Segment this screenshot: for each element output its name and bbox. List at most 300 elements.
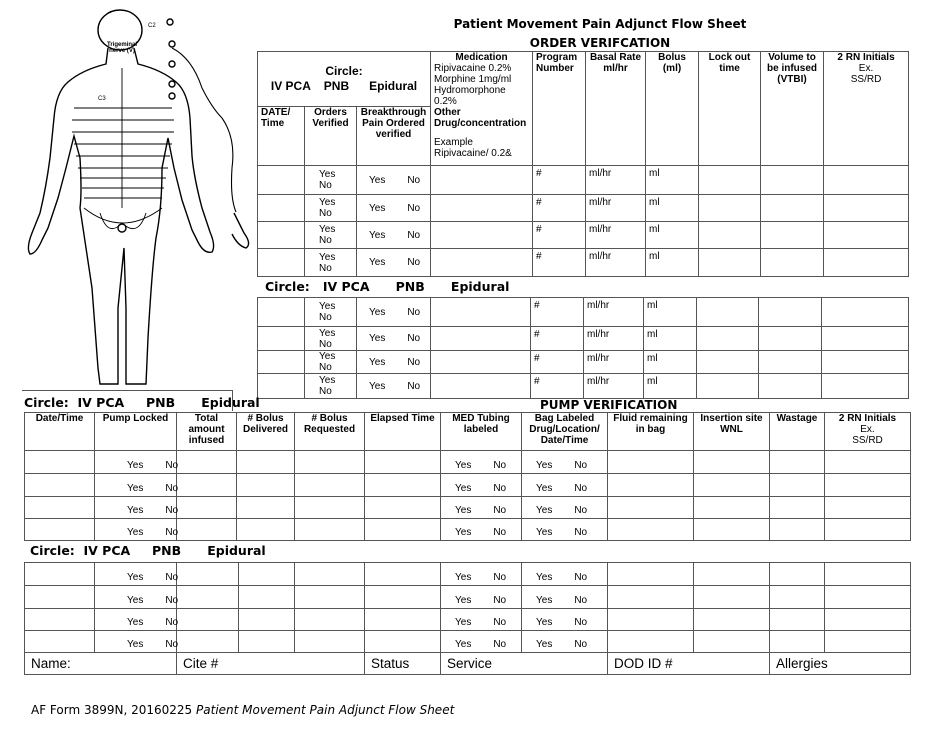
insertion-site-cell[interactable] (694, 519, 770, 541)
basal-rate-cell-label: ml/hr (587, 376, 610, 387)
yes-option[interactable]: Yes (369, 333, 386, 344)
yes-option[interactable]: Yes (536, 617, 553, 628)
no-option[interactable]: No (319, 208, 332, 219)
yes-option[interactable]: Yes (369, 202, 386, 214)
bolus-delivered-cell[interactable] (239, 609, 295, 631)
pump-verification-table-2 (24, 562, 911, 675)
rn-initials-header (824, 52, 909, 166)
bolus-delivered-cell[interactable] (239, 631, 295, 653)
yes-option[interactable]: Yes (127, 527, 144, 538)
total-amount-cell[interactable] (177, 586, 239, 609)
no-option[interactable]: No (574, 460, 588, 471)
orders-verified-cell[interactable] (305, 195, 357, 222)
pump-row (25, 474, 911, 497)
no-option[interactable]: No (493, 505, 507, 516)
orders-verified-cell[interactable] (305, 298, 357, 327)
bolus-delivered-cell[interactable] (237, 451, 295, 474)
bag-labeled-cell[interactable] (522, 497, 608, 519)
insertion-site-cell[interactable] (694, 474, 770, 497)
total-amount-cell[interactable] (177, 631, 239, 653)
no-option[interactable]: No (493, 483, 507, 494)
fluid-remaining-cell[interactable] (608, 586, 694, 609)
no-option[interactable]: No (319, 180, 332, 191)
medication-cell[interactable] (431, 351, 531, 374)
basal-rate-cell[interactable] (584, 351, 644, 374)
yes-option[interactable]: Yes (455, 595, 472, 606)
no-option[interactable]: No (574, 639, 588, 650)
pump-date-time-cell[interactable] (25, 497, 95, 519)
pump-row (25, 563, 911, 586)
bolus-cell[interactable] (646, 249, 699, 277)
bolus-cell-label: ml (647, 329, 658, 340)
no-option[interactable]: No (574, 505, 588, 516)
breakthrough-cell[interactable] (357, 298, 431, 327)
pump-rn-initials-cell[interactable] (825, 497, 911, 519)
breakthrough-cell[interactable] (357, 195, 431, 222)
status-field[interactable]: Status (365, 653, 441, 675)
form-title: Patient Movement Pain Adjunct Flow Sheet (453, 17, 747, 31)
program-number-cell-label: # (534, 300, 540, 311)
lockout-cell[interactable] (699, 249, 761, 277)
no-option[interactable]: No (165, 460, 179, 471)
yes-option[interactable]: Yes (319, 351, 336, 362)
medication-cell[interactable] (431, 298, 531, 327)
order-circle-cell (258, 52, 431, 107)
cite-field[interactable]: Cite # (177, 653, 365, 675)
basal-rate-cell-label: ml/hr (587, 329, 610, 340)
lockout-cell[interactable] (697, 298, 759, 327)
no-option[interactable]: No (165, 639, 179, 650)
program-number-cell-label: # (534, 329, 540, 340)
insertion-site-cell[interactable] (694, 497, 770, 519)
basal-rate-cell[interactable] (584, 327, 644, 351)
rn-initials-example: Ex. SS/RD (850, 63, 882, 85)
bolus-delivered-cell[interactable] (237, 497, 295, 519)
med-tubing-cell[interactable] (441, 563, 522, 586)
lockout-cell[interactable] (697, 351, 759, 374)
pump-rn-initials-cell[interactable] (825, 451, 911, 474)
program-number-cell[interactable] (533, 249, 586, 277)
program-number-cell[interactable] (531, 298, 584, 327)
yes-option[interactable]: Yes (455, 572, 472, 583)
pump-date-time-cell[interactable] (25, 451, 95, 474)
breakthrough-cell[interactable] (357, 222, 431, 249)
bag-labeled-cell[interactable] (522, 586, 608, 609)
pump-locked-cell[interactable] (95, 631, 177, 653)
fluid-remaining-cell[interactable] (608, 474, 694, 497)
program-number-cell-label: # (536, 197, 542, 208)
elapsed-time-cell[interactable] (365, 519, 441, 541)
dermatome-body-figure (22, 8, 254, 390)
bolus-requested-cell[interactable] (295, 451, 365, 474)
volume-cell[interactable] (759, 327, 822, 351)
lockout-cell[interactable] (699, 166, 761, 195)
no-option[interactable]: No (574, 483, 588, 494)
yes-option[interactable]: Yes (369, 174, 386, 186)
pump-locked-cell[interactable] (95, 474, 177, 497)
bolus-cell[interactable] (646, 166, 699, 195)
yes-option[interactable]: Yes (319, 169, 336, 180)
yes-option[interactable]: Yes (127, 595, 144, 606)
fluid-remaining-cell[interactable] (608, 497, 694, 519)
no-option[interactable]: No (407, 229, 421, 241)
yes-option[interactable]: Yes (536, 639, 553, 650)
bolus-requested-cell[interactable] (295, 497, 365, 519)
basal-rate-cell[interactable] (586, 195, 646, 222)
elapsed-time-cell[interactable] (365, 474, 441, 497)
bolus-cell[interactable] (644, 374, 697, 399)
no-option[interactable]: No (165, 527, 179, 538)
c2-label: C2 (148, 23, 156, 29)
basal-rate-cell-label: ml/hr (589, 168, 612, 179)
bolus-cell[interactable] (644, 327, 697, 351)
total-amount-cell[interactable] (177, 609, 239, 631)
pump-rn-initials-cell[interactable] (825, 631, 911, 653)
no-option[interactable]: No (165, 617, 179, 628)
date-time-cell[interactable] (258, 222, 305, 249)
total-amount-header: Total amount infused (177, 413, 237, 451)
bolus-cell[interactable] (644, 298, 697, 327)
breakthrough-cell[interactable] (357, 351, 431, 374)
wastage-cell[interactable] (770, 609, 825, 631)
med-tubing-cell[interactable] (441, 497, 522, 519)
elapsed-time-cell[interactable] (365, 563, 441, 586)
pump-date-time-cell[interactable] (25, 563, 95, 586)
yes-option[interactable]: Yes (455, 460, 472, 471)
elapsed-time-cell[interactable] (365, 609, 441, 631)
rn-initials-cell[interactable] (822, 374, 909, 399)
basal-rate-cell-label: ml/hr (587, 353, 610, 364)
no-option[interactable]: No (493, 595, 507, 606)
insertion-site-cell[interactable] (694, 609, 770, 631)
dermatome-bands (72, 108, 174, 198)
lockout-cell[interactable] (697, 374, 759, 399)
no-option[interactable]: No (407, 380, 421, 392)
yes-option[interactable]: Yes (127, 639, 144, 650)
date-time-cell[interactable] (258, 327, 305, 351)
rn-initials-cell[interactable] (822, 327, 909, 351)
no-option[interactable]: No (407, 174, 421, 186)
yes-option[interactable]: Yes (455, 483, 472, 494)
bolus-cell[interactable] (646, 195, 699, 222)
basal-rate-cell[interactable] (584, 298, 644, 327)
date-time-cell[interactable] (258, 166, 305, 195)
dod-id-field[interactable]: DOD ID # (608, 653, 770, 675)
no-option[interactable]: No (407, 202, 421, 214)
no-option[interactable]: No (407, 306, 421, 318)
lockout-cell[interactable] (697, 327, 759, 351)
pump-locked-cell[interactable] (95, 563, 177, 586)
yes-option[interactable]: Yes (536, 505, 553, 516)
no-option[interactable]: No (165, 572, 179, 583)
rn-initials-cell[interactable] (822, 298, 909, 327)
pump-date-time-cell[interactable] (25, 609, 95, 631)
breakthrough-header: Breakthrough Pain Ordered verified (357, 107, 431, 166)
no-option[interactable]: No (407, 356, 421, 368)
order-row (258, 222, 909, 249)
pump-date-time-cell[interactable] (25, 586, 95, 609)
fluid-remaining-cell[interactable] (608, 519, 694, 541)
date-time-cell[interactable] (258, 374, 305, 399)
program-number-cell[interactable] (533, 222, 586, 249)
pump-date-time-cell[interactable] (25, 474, 95, 497)
basal-rate-cell[interactable] (586, 166, 646, 195)
yes-option[interactable]: Yes (319, 251, 336, 263)
total-amount-cell[interactable] (177, 563, 239, 586)
program-number-cell[interactable] (531, 327, 584, 351)
bolus-cell-label: ml (649, 197, 660, 208)
wastage-cell[interactable] (770, 451, 825, 474)
patient-name-field[interactable]: Name: (25, 653, 177, 675)
pump-row (25, 586, 911, 609)
wastage-cell[interactable] (770, 497, 825, 519)
yes-option[interactable]: Yes (319, 224, 336, 235)
rn-initials-cell[interactable] (824, 222, 909, 249)
yes-option[interactable]: Yes (319, 375, 336, 386)
yes-option[interactable]: Yes (319, 301, 336, 312)
no-option[interactable]: No (407, 257, 421, 268)
date-time-cell[interactable] (258, 351, 305, 374)
volume-cell[interactable] (759, 351, 822, 374)
bolus-requested-cell[interactable] (295, 563, 365, 586)
no-option[interactable]: No (165, 505, 179, 516)
bolus-cell[interactable] (646, 222, 699, 249)
pump-rn-initials-cell[interactable] (825, 586, 911, 609)
bag-labeled-cell[interactable] (522, 519, 608, 541)
form-footer-title: Patient Movement Pain Adjunct Flow Sheet (196, 703, 455, 717)
yes-option[interactable]: Yes (369, 356, 386, 368)
med-tubing-cell[interactable] (441, 586, 522, 609)
yes-option[interactable]: Yes (455, 505, 472, 516)
program-number-cell[interactable] (533, 166, 586, 195)
pump-locked-header: Pump Locked (95, 413, 177, 451)
rn-initials-cell[interactable] (824, 166, 909, 195)
bolus-requested-cell[interactable] (295, 474, 365, 497)
orders-verified-cell[interactable] (305, 327, 357, 351)
pump-date-time-header: Date/Time (25, 413, 95, 451)
total-amount-cell[interactable] (177, 451, 237, 474)
fluid-remaining-cell[interactable] (608, 451, 694, 474)
program-number-cell[interactable] (531, 351, 584, 374)
fluid-remaining-cell[interactable] (608, 563, 694, 586)
no-option[interactable]: No (407, 333, 421, 344)
wastage-cell[interactable] (770, 631, 825, 653)
med-tubing-cell[interactable] (441, 451, 522, 474)
volume-cell[interactable] (759, 298, 822, 327)
yes-option[interactable]: Yes (536, 483, 553, 494)
bolus-delivered-cell[interactable] (237, 474, 295, 497)
wastage-cell[interactable] (770, 474, 825, 497)
date-time-cell[interactable] (258, 298, 305, 327)
no-option[interactable]: No (165, 483, 179, 494)
pump-locked-cell[interactable] (95, 586, 177, 609)
bolus-requested-cell[interactable] (295, 586, 365, 609)
pump-rn-initials-cell[interactable] (825, 474, 911, 497)
pump-rn-initials-cell[interactable] (825, 563, 911, 586)
no-option[interactable]: No (493, 639, 507, 650)
bag-labeled-cell[interactable] (522, 563, 608, 586)
volume-cell[interactable] (761, 166, 824, 195)
pump-date-time-cell[interactable] (25, 519, 95, 541)
total-amount-cell[interactable] (177, 474, 237, 497)
volume-cell[interactable] (761, 249, 824, 277)
insertion-site-cell[interactable] (694, 563, 770, 586)
elapsed-time-header: Elapsed Time (365, 413, 441, 451)
pump-locked-cell[interactable] (95, 609, 177, 631)
med-tubing-cell[interactable] (441, 519, 522, 541)
yes-option[interactable]: Yes (319, 197, 336, 208)
pump-locked-cell[interactable] (95, 519, 177, 541)
yes-option[interactable]: Yes (127, 460, 144, 471)
elapsed-time-cell[interactable] (365, 451, 441, 474)
yes-option[interactable]: Yes (455, 639, 472, 650)
fluid-remaining-cell[interactable] (608, 609, 694, 631)
bolus-delivered-cell[interactable] (239, 586, 295, 609)
yes-option[interactable]: Yes (369, 229, 386, 241)
wastage-cell[interactable] (770, 563, 825, 586)
medication-cell[interactable] (431, 249, 533, 277)
pump-locked-cell[interactable] (95, 451, 177, 474)
bag-labeled-cell[interactable] (522, 451, 608, 474)
allergies-field[interactable]: Allergies (770, 653, 911, 675)
orders-verified-cell[interactable] (305, 351, 357, 374)
yes-option[interactable]: Yes (455, 617, 472, 628)
lockout-cell[interactable] (699, 222, 761, 249)
medication-cell[interactable] (431, 374, 531, 399)
insertion-site-cell[interactable] (694, 451, 770, 474)
bag-labeled-cell[interactable] (522, 474, 608, 497)
yes-option[interactable]: Yes (127, 483, 144, 494)
bolus-requested-cell[interactable] (295, 631, 365, 653)
basal-rate-cell-label: ml/hr (587, 300, 610, 311)
medication-cell[interactable] (431, 222, 533, 249)
volume-cell[interactable] (761, 195, 824, 222)
bolus-delivered-cell[interactable] (239, 563, 295, 586)
yes-option[interactable]: Yes (536, 460, 553, 471)
med-tubing-cell[interactable] (441, 474, 522, 497)
no-option[interactable]: No (319, 362, 332, 373)
bolus-delivered-cell[interactable] (237, 519, 295, 541)
yes-option[interactable]: Yes (455, 527, 472, 538)
yes-option[interactable]: Yes (127, 505, 144, 516)
yes-option[interactable]: Yes (536, 595, 553, 606)
pump-locked-cell[interactable] (95, 497, 177, 519)
orders-verified-cell[interactable] (305, 374, 357, 399)
rn-initials-label: 2 RN Initials (837, 52, 895, 63)
no-option[interactable]: No (574, 595, 588, 606)
elapsed-time-cell[interactable] (365, 497, 441, 519)
yes-option[interactable]: Yes (369, 306, 386, 318)
no-option[interactable]: No (574, 572, 588, 583)
date-time-cell[interactable] (258, 249, 305, 277)
no-option[interactable]: No (493, 527, 507, 538)
bolus-cell-label: ml (647, 300, 658, 311)
program-number-cell-label: # (534, 376, 540, 387)
no-option[interactable]: No (319, 235, 332, 246)
wastage-cell[interactable] (770, 519, 825, 541)
medication-cell[interactable] (431, 166, 533, 195)
basal-rate-cell[interactable] (586, 249, 646, 277)
bolus-cell[interactable] (644, 351, 697, 374)
breakthrough-cell[interactable] (357, 327, 431, 351)
lockout-cell[interactable] (699, 195, 761, 222)
breakthrough-cell[interactable] (357, 166, 431, 195)
fluid-remaining-cell[interactable] (608, 631, 694, 653)
elapsed-time-cell[interactable] (365, 586, 441, 609)
yes-option[interactable]: Yes (319, 327, 336, 339)
program-number-cell[interactable] (533, 195, 586, 222)
total-amount-cell[interactable] (177, 497, 237, 519)
bolus-requested-cell[interactable] (295, 519, 365, 541)
bolus-requested-cell[interactable] (295, 609, 365, 631)
no-option[interactable]: No (319, 262, 332, 274)
fluid-remaining-header: Fluid remaining in bag (608, 413, 694, 451)
no-option[interactable]: No (319, 338, 332, 350)
basal-rate-cell[interactable] (584, 374, 644, 399)
no-option[interactable]: No (319, 312, 332, 323)
yes-option[interactable]: Yes (127, 572, 144, 583)
pump-rn-initials-cell[interactable] (825, 519, 911, 541)
bag-labeled-cell[interactable] (522, 609, 608, 631)
medication-cell[interactable] (431, 195, 533, 222)
no-option[interactable]: No (574, 527, 588, 538)
rn-initials-cell[interactable] (822, 351, 909, 374)
rn-initials-cell[interactable] (824, 249, 909, 277)
yes-option[interactable]: Yes (536, 527, 553, 538)
yes-option[interactable]: Yes (536, 572, 553, 583)
bag-labeled-cell[interactable] (522, 631, 608, 653)
elapsed-time-cell[interactable] (365, 631, 441, 653)
pump-rn-initials-cell[interactable] (825, 609, 911, 631)
program-number-cell[interactable] (531, 374, 584, 399)
yes-option[interactable]: Yes (127, 617, 144, 628)
med-tubing-cell[interactable] (441, 609, 522, 631)
breakthrough-cell[interactable] (357, 249, 431, 277)
insertion-site-cell[interactable] (694, 586, 770, 609)
breakthrough-cell[interactable] (357, 374, 431, 399)
service-field[interactable]: Service (441, 653, 608, 675)
orders-verified-cell[interactable] (305, 166, 357, 195)
yes-option[interactable]: Yes (369, 380, 386, 392)
volume-cell[interactable] (759, 374, 822, 399)
date-time-cell[interactable] (258, 195, 305, 222)
no-option[interactable]: No (165, 595, 179, 606)
order-row (258, 195, 909, 222)
basal-rate-cell-label: ml/hr (589, 197, 612, 208)
medication-head: Medication (455, 52, 508, 63)
program-number-cell-label: # (536, 224, 542, 235)
wastage-cell[interactable] (770, 586, 825, 609)
pump-date-time-cell[interactable] (25, 631, 95, 653)
orders-verified-cell[interactable] (305, 222, 357, 249)
no-option[interactable]: No (319, 386, 332, 397)
basal-rate-cell[interactable] (586, 222, 646, 249)
no-option[interactable]: No (493, 572, 507, 583)
no-option[interactable]: No (493, 617, 507, 628)
med-tubing-cell[interactable] (441, 631, 522, 653)
medication-cell[interactable] (431, 327, 531, 351)
orders-verified-cell[interactable] (305, 249, 357, 277)
bolus-cell-label: ml (647, 353, 658, 364)
yes-option[interactable]: Yes (369, 257, 386, 268)
no-option[interactable]: No (493, 460, 507, 471)
insertion-site-cell[interactable] (694, 631, 770, 653)
total-amount-cell[interactable] (177, 519, 237, 541)
volume-cell[interactable] (761, 222, 824, 249)
rn-initials-cell[interactable] (824, 195, 909, 222)
no-option[interactable]: No (574, 617, 588, 628)
insertion-site-header: Insertion site WNL (694, 413, 770, 451)
